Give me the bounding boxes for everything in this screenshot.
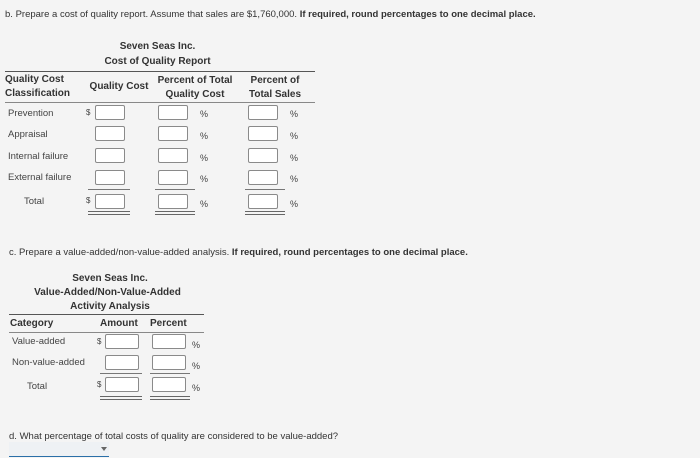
analysis-title: Value-Added/Non-Value-Added — [34, 287, 181, 298]
part-d-prefix: d. — [9, 431, 17, 442]
part-c-instruction — [9, 247, 468, 258]
report-title-rule — [5, 71, 315, 72]
col-header-amount: Amount — [100, 318, 138, 329]
value-added-percent-input[interactable] — [152, 334, 186, 349]
dollar-sign: $ — [97, 380, 102, 389]
prevention-cost-input[interactable] — [95, 105, 125, 120]
percent-sign: % — [290, 174, 299, 184]
double-rule-pct-total — [155, 211, 195, 215]
subtotal-rule-cost — [88, 189, 130, 190]
percent-sign: % — [200, 153, 209, 163]
percent-sign: % — [200, 174, 209, 184]
row-label-appraisal: Appraisal — [8, 129, 48, 140]
percent-sign: % — [290, 109, 299, 119]
percent-sign: % — [192, 340, 201, 350]
percent-sign: % — [200, 109, 209, 119]
percent-sign: % — [192, 361, 201, 371]
analysis-double-rule-amount — [100, 396, 142, 400]
non-value-added-percent-input[interactable] — [152, 355, 186, 370]
analysis-total-amount-input[interactable] — [105, 377, 139, 392]
total-cost-input[interactable] — [95, 194, 125, 209]
analysis-title-rule — [9, 314, 204, 315]
row-label-analysis-total: Total — [27, 381, 48, 392]
part-b-prefix: b. — [5, 9, 13, 20]
percent-sign: % — [290, 153, 299, 163]
part-c-prefix: c. — [9, 247, 17, 258]
percent-sign: % — [290, 199, 299, 209]
part-b-rounding-note: If required, round percentages to one decimal place. — [299, 9, 536, 20]
value-added-amount-input[interactable] — [105, 334, 139, 349]
part-c-rounding-note: If required, round percentages to one decimal place. — [231, 247, 468, 258]
analysis-subtotal-rule-amount — [100, 373, 142, 374]
non-value-added-amount-input[interactable] — [105, 355, 139, 370]
chevron-down-icon — [101, 447, 107, 451]
analysis-header-rule — [9, 332, 204, 333]
header-bottom-rule — [5, 102, 315, 103]
percent-sign: % — [290, 131, 299, 141]
analysis-subtotal-rule-percent — [150, 373, 190, 374]
col-header-percent: Percent — [150, 318, 187, 329]
part-b-instruction — [5, 9, 536, 20]
subtotal-rule-pct-total — [155, 189, 195, 190]
row-label-total: Total — [24, 196, 45, 207]
analysis-double-rule-percent — [150, 396, 190, 400]
percent-sign: % — [200, 199, 209, 209]
appraisal-pct-total-input[interactable] — [158, 126, 188, 141]
value-added-percentage-dropdown[interactable] — [9, 442, 109, 457]
prevention-pct-total-input[interactable] — [158, 105, 188, 120]
appraisal-cost-input[interactable] — [95, 126, 125, 141]
report-title: Cost of Quality Report — [104, 56, 211, 67]
col-header-quality-cost: Quality Cost — [89, 81, 149, 92]
percent-sign: % — [200, 131, 209, 141]
row-label-value-added: Value-added — [12, 336, 66, 347]
external-failure-pct-total-input[interactable] — [158, 170, 188, 185]
total-pct-total-input[interactable] — [158, 194, 188, 209]
analysis-subtitle: Activity Analysis — [70, 301, 150, 312]
internal-failure-cost-input[interactable] — [95, 148, 125, 163]
dollar-sign: $ — [97, 337, 102, 346]
internal-failure-pct-sales-input[interactable] — [248, 148, 278, 163]
double-rule-pct-sales — [245, 211, 285, 215]
analysis-company-name: Seven Seas Inc. — [72, 273, 148, 284]
row-label-external-failure: External failure — [8, 172, 72, 183]
appraisal-pct-sales-input[interactable] — [248, 126, 278, 141]
report-company-name: Seven Seas Inc. — [119, 41, 196, 52]
row-label-non-value-added: Non-value-added — [12, 357, 85, 368]
prevention-pct-sales-input[interactable] — [248, 105, 278, 120]
col-header-category: Category — [10, 318, 54, 329]
total-pct-sales-input[interactable] — [248, 194, 278, 209]
external-failure-pct-sales-input[interactable] — [248, 170, 278, 185]
row-label-internal-failure: Internal failure — [8, 151, 69, 162]
part-d-question — [9, 431, 338, 442]
internal-failure-pct-total-input[interactable] — [158, 148, 188, 163]
col-header-percent-of-total-quality-cost: Percent of Total Quality Cost — [157, 75, 233, 100]
part-c-text: Prepare a value-added/non-value-added analysis. — [19, 247, 230, 258]
dollar-sign: $ — [86, 196, 91, 205]
part-d-text: What percentage of total costs of quality are considered to be value-added? — [19, 431, 339, 442]
col-header-percent-of-sales: Percent of Total Sales — [248, 75, 302, 100]
analysis-total-percent-input[interactable] — [152, 377, 186, 392]
dollar-sign: $ — [86, 108, 91, 117]
col-header-classification: Quality Cost Classification — [5, 74, 71, 99]
double-rule-cost — [88, 211, 130, 215]
row-label-prevention: Prevention — [8, 108, 54, 119]
part-b-text: Prepare a cost of quality report. Assume that sales are $1,760,000. — [15, 9, 298, 20]
external-failure-cost-input[interactable] — [95, 170, 125, 185]
percent-sign: % — [192, 383, 201, 393]
subtotal-rule-pct-sales — [245, 189, 285, 190]
